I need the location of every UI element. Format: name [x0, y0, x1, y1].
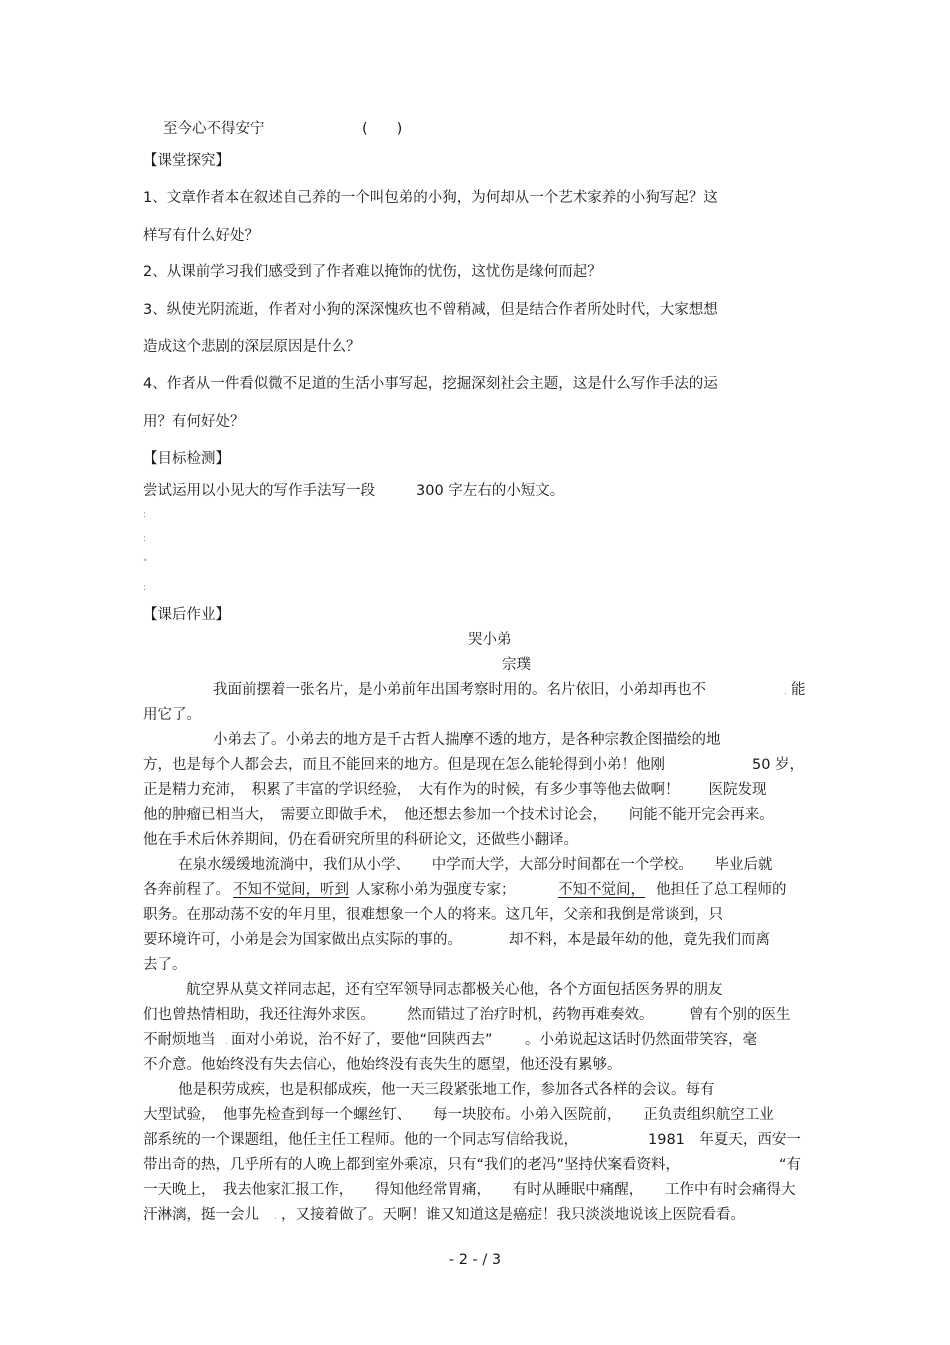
- article-line: 面对小弟说，治不好了，要他“回陕西去”: [231, 1032, 493, 1048]
- article-line: “有: [779, 1157, 802, 1173]
- fill-in-item: 至今心不得安宁: [163, 121, 265, 137]
- article-author: 宗璞: [502, 657, 531, 673]
- article-line: 能: [791, 682, 806, 698]
- article-line: 不介意。他始终没有失去信心，他始终没有丧失生的愿望，他还没有累够。: [143, 1057, 622, 1073]
- section-heading-check: 【目标检测】: [143, 451, 230, 467]
- article-line: 他在手术后休养期间，仍在看研究所里的科研论文，还做些小翻译。: [143, 832, 578, 848]
- blank-line-mark: ": [143, 558, 148, 568]
- article-line: 小弟去了。小弟去的地方是千古哲人揣摩不透的地方，是各种宗教企图描绘的地: [213, 732, 721, 748]
- article-line: 人家称小弟为强度专家；: [356, 882, 516, 898]
- article-line: 1981 年夏天，西安一: [648, 1132, 801, 1148]
- question-2: 2、从课前学习我们感受到了作者难以掩饰的忧伤，这忧伤是缘何而起？: [143, 264, 602, 280]
- task-text: 尝试运用以小见大的写作手法写一段: [143, 483, 375, 499]
- question-1-line-2: 样写有什么好处？: [143, 228, 259, 244]
- question-3-line-1: 3、纵使光阴流逝，作者对小狗的深深愧疚也不曾稍减，但是结合作者所处时代，大家想想: [143, 302, 718, 318]
- article-line: 用它了。: [143, 707, 201, 723]
- task-word-count: 300 字左右的小短文。: [416, 483, 565, 499]
- answer-bracket: ( ): [362, 121, 403, 137]
- article-line: 方，也是每个人都会去，而且不能回来的地方。但是现在怎么能轮得到小弟！他刚: [143, 757, 665, 773]
- section-heading-explore: 【课堂探究】: [143, 153, 230, 169]
- article-line: 然而错过了治疗时机，药物再难奏效。: [407, 1007, 654, 1023]
- article-line: 部系统的一个课题组，他任主任工程师。他的一个同志写信给我说，: [143, 1132, 578, 1148]
- underlined-phrase: 不知不觉间，听到: [233, 882, 349, 898]
- article-line: 不耐烦地当: [143, 1032, 216, 1048]
- article-line: 大型试验， 他事先检查到每一个螺丝钉、 每一块胶布。小弟入医院前， 正负责组织航空工业: [143, 1107, 774, 1123]
- article-line: 正是精力充沛， 积累了丰富的学识经验， 大有作为的时候，有多少事等他去做啊！ 医院发现: [143, 782, 767, 798]
- underlined-phrase: 不知不觉间，: [558, 882, 645, 898]
- article-line: 职务。在那动荡不安的年月里，很难想象一个人的将来。这几年，父亲和我倒是常谈到，只: [143, 907, 723, 923]
- blank-line-mark: :: [143, 583, 147, 593]
- article-line: 50 岁，: [752, 757, 805, 773]
- blank-line-mark: :: [143, 510, 147, 520]
- article-line: 他是积劳成疾，也是积郁成疾，他一天三段紧张地工作，参加各式各样的会议。每有: [178, 1082, 715, 1098]
- article-line: 在泉水缓缓地流淌中，我们从小学、 中学而大学，大部分时间都在一个学校。 毕业后就: [178, 857, 773, 873]
- question-4-line-2: 用？有何好处？: [143, 414, 245, 430]
- article-line: 航空界从莫文祥同志起，还有空军领导同志都极关心他，各个方面包括医务界的朋友: [186, 982, 723, 998]
- article-line: 们也曾热情相助，我还往海外求医。: [143, 1007, 375, 1023]
- article-line: 汗淋漓，挺一会儿: [143, 1207, 259, 1223]
- stray-mark: .: [225, 1037, 228, 1047]
- article-line: 他的肿瘤已相当大， 需要立即做手术， 他还想去参加一个技术讨论会， 问能不能开完会再来。: [143, 807, 774, 823]
- blank-line-mark: :: [143, 534, 147, 544]
- section-heading-homework: 【课后作业】: [143, 607, 230, 623]
- article-line: 带出奇的热，几乎所有的人晚上都到室外乘凉，只有“我们的老冯”坚持伏案看资料，: [143, 1157, 681, 1173]
- article-line: 要环境许可，小弟是会为国家做出点实际的事的。: [143, 932, 462, 948]
- question-1-line-1: 1、文章作者本在叙述自己养的一个叫包弟的小狗，为何却从一个艺术家养的小狗写起？这: [143, 190, 718, 206]
- article-line: 他担任了总工程师的: [656, 882, 787, 898]
- stray-mark: .: [784, 687, 787, 697]
- article-line: 各奔前程了。: [143, 882, 230, 898]
- article-title: 哭小弟: [468, 632, 512, 648]
- question-3-line-2: 造成这个悲剧的深层原因是什么？: [143, 339, 361, 355]
- article-line: ，又接着做了。天啊！谁又知道这是癌症！我只淡淡地说该上医院看看。: [281, 1207, 745, 1223]
- question-4-line-1: 4、作者从一件看似微不足道的生活小事写起，挖掘深刻社会主题，这是什么写作手法的运: [143, 376, 718, 392]
- article-line: 。小弟说起这话时仍然面带笑容，毫: [525, 1032, 757, 1048]
- article-line: 却不料，本是最年幼的他，竟先我们而离: [509, 932, 770, 948]
- stray-mark: .: [274, 1212, 277, 1222]
- article-line: 曾有个别的医生: [689, 1007, 791, 1023]
- article-line: 去了。: [143, 957, 187, 973]
- article-line: 我面前摆着一张名片，是小弟前年出国考察时用的。名片依旧，小弟却再也不: [213, 682, 706, 698]
- page-number: - 2 - / 3: [448, 1252, 502, 1268]
- article-line: 一天晚上， 我去他家汇报工作， 得知他经常胃痛， 有时从睡眠中痛醒， 工作中有时会痛得大: [143, 1182, 796, 1198]
